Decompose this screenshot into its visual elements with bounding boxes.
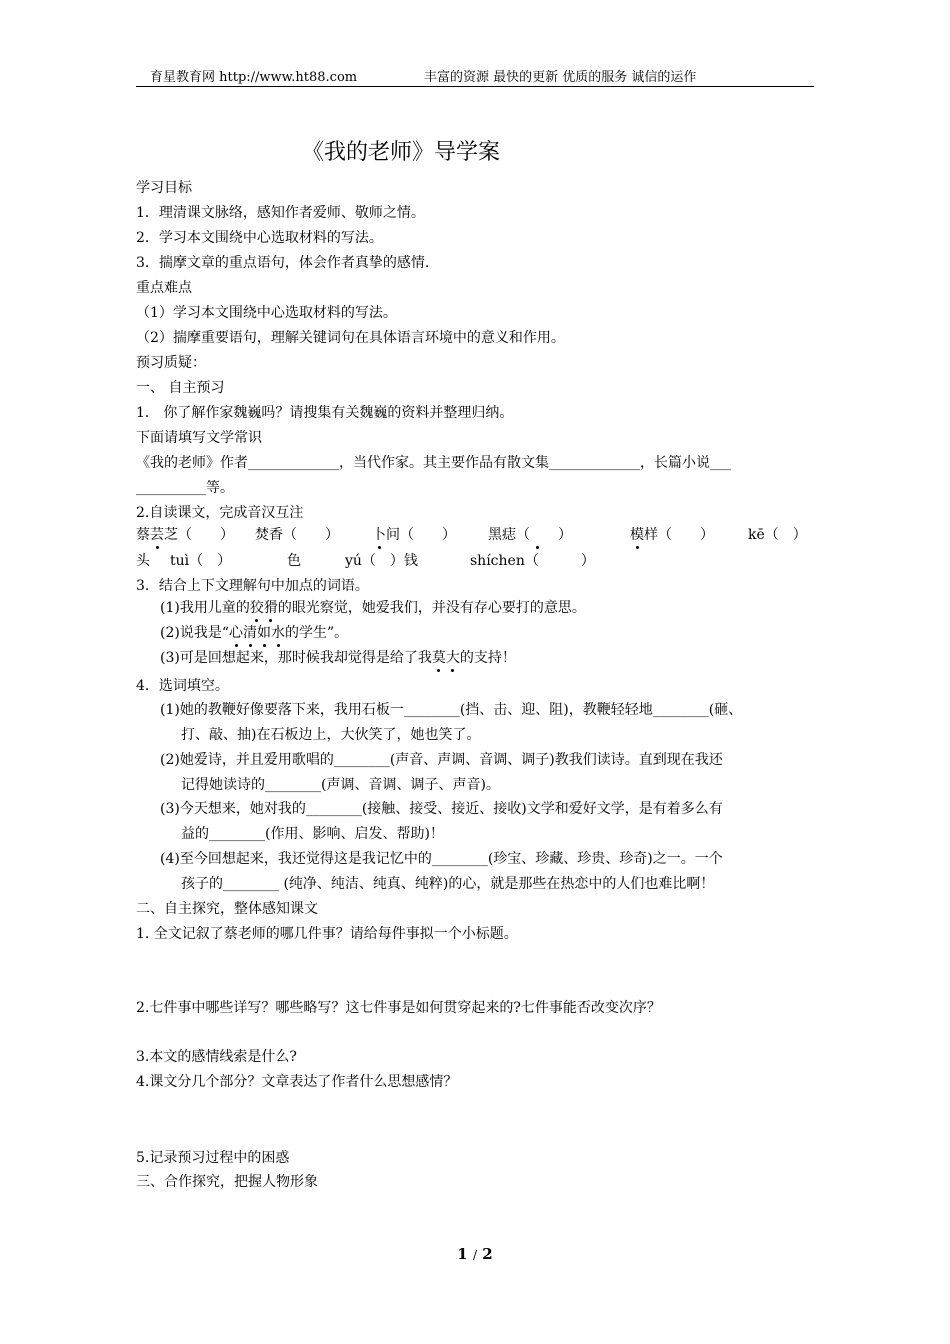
question-line: 4．选词填空。 [136, 678, 229, 694]
section-heading: 三、合作探究，把握人物形象 [136, 1174, 318, 1190]
pinyin-item: shíchen（ ） [470, 553, 595, 569]
pinyin-item: 卜问（ ） [372, 527, 456, 543]
section-heading: 二、自主探究，整体感知课文 [136, 901, 318, 917]
question-line: 3.本文的感情线索是什么? [136, 1049, 297, 1065]
section-heading: 重点难点 [136, 280, 192, 296]
header-site: 育星教育网 http://www.ht88.com [150, 70, 358, 85]
text-line: （1）学习本文围绕中心选取材料的写法。 [136, 305, 397, 321]
pinyin-item: 头 [136, 553, 150, 569]
pinyin-item: 色 [287, 553, 301, 569]
pinyin-item: yú（ ）钱 [345, 553, 418, 569]
section-heading: 一、 自主预习 [136, 380, 225, 396]
current-page: 1 [457, 1245, 468, 1263]
fill-blank-line: (2)她爱诗，并且爱用歌唱的________(声音、声调、音调、调子)教我们读诗。直到现在我还 [160, 752, 723, 768]
fill-blank-line: (3)今天想来，她对我的________(接触、接受、接近、接收)文学和爱好文学，是有着多么有 [160, 801, 723, 817]
fill-blank-line: 记得她读诗的________(声调、音调、调子、声音)。 [181, 777, 500, 793]
text-line: 2．学习本文围绕中心选取材料的写法。 [136, 230, 383, 246]
pinyin-item: 模样（ ） [630, 527, 714, 543]
section-heading: 预习质疑： [136, 355, 206, 371]
total-pages: 2 [482, 1245, 493, 1263]
pinyin-item: 黑痣（ ） [488, 527, 572, 543]
fill-blank-line: (1)她的教鞭好像要落下来，我用石板一________(挡、击、迎、阻)，教鞭轻轻地________(砸、 [160, 702, 743, 718]
question-line: 3．结合上下文理解句中加点的词语。 [136, 578, 369, 594]
sentence-line: (2)说我是“心清如水的学生”。 [160, 625, 349, 641]
fill-blank-line: 打、敲、抽)在石板边上，大伙笑了，她也笑了。 [181, 727, 481, 743]
page-separator: / [472, 1248, 478, 1262]
header-slogan: 丰富的资源 最快的更新 优质的服务 诚信的运作 [424, 70, 697, 85]
question-line: 2.七件事中哪些详写？哪些略写？这七件事是如何贯穿起来的?七件事能否改变次序？ [136, 1000, 661, 1016]
text-line: （2）揣摩重要语句，理解关键词句在具体语言环境中的意义和作用。 [136, 330, 565, 346]
text-line: 下面请填写文学常识 [136, 430, 262, 446]
sentence-line: (1)我用儿童的狡猾的眼光察觉，她爱我们，并没有存心要打的意思。 [160, 600, 586, 616]
fill-blank-line: (4)至今回想起来，我还觉得这是我记忆中的________(珍宝、珍藏、珍贵、珍奇)之一。一个 [160, 851, 723, 867]
fill-blank-line: 孩子的________ (纯净、纯洁、纯真、纯粹)的心，就是那些在热恋中的人们也难比啊！ [181, 876, 715, 892]
page-header [136, 64, 814, 87]
sentence-line: (3)可是回想起来，那时候我却觉得是给了我莫大的支持！ [160, 650, 516, 666]
pinyin-item: 蔡芸芝（ ） [136, 527, 234, 543]
fill-blank-line: __________等。 [136, 480, 234, 496]
question-line: 1． 你了解作家魏巍吗？请搜集有关魏巍的资料并整理归纳。 [136, 405, 514, 421]
page-number [0, 1245, 950, 1263]
fill-blank-line: 《我的老师》作者_____________，当代作家。其主要作品有散文集_____________，长篇小说___ [136, 455, 731, 471]
pinyin-item: 焚香（ ） [255, 527, 339, 543]
pinyin-item: kē（ ） [748, 527, 807, 543]
question-line: 4.课文分几个部分？文章表达了作者什么思想感情？ [136, 1074, 458, 1090]
section-heading: 学习目标 [136, 180, 192, 196]
fill-blank-line: 益的________(作用、影响、启发、帮助)！ [181, 826, 444, 842]
pinyin-item: tuì（ ） [170, 553, 232, 569]
question-line: 1. 全文记叙了蔡老师的哪几件事？请给每件事拟一个小标题。 [136, 926, 518, 942]
text-line: 3．揣摩文章的重点语句，体会作者真挚的感情. [136, 255, 430, 271]
text-line: 1．理清课文脉络，感知作者爱师、敬师之情。 [136, 205, 425, 221]
question-line: 5.记录预习过程中的困惑 [136, 1150, 290, 1166]
document-title: 《我的老师》导学案 [302, 140, 501, 165]
question-line: 2.自读课文，完成音汉互注 [136, 505, 304, 521]
